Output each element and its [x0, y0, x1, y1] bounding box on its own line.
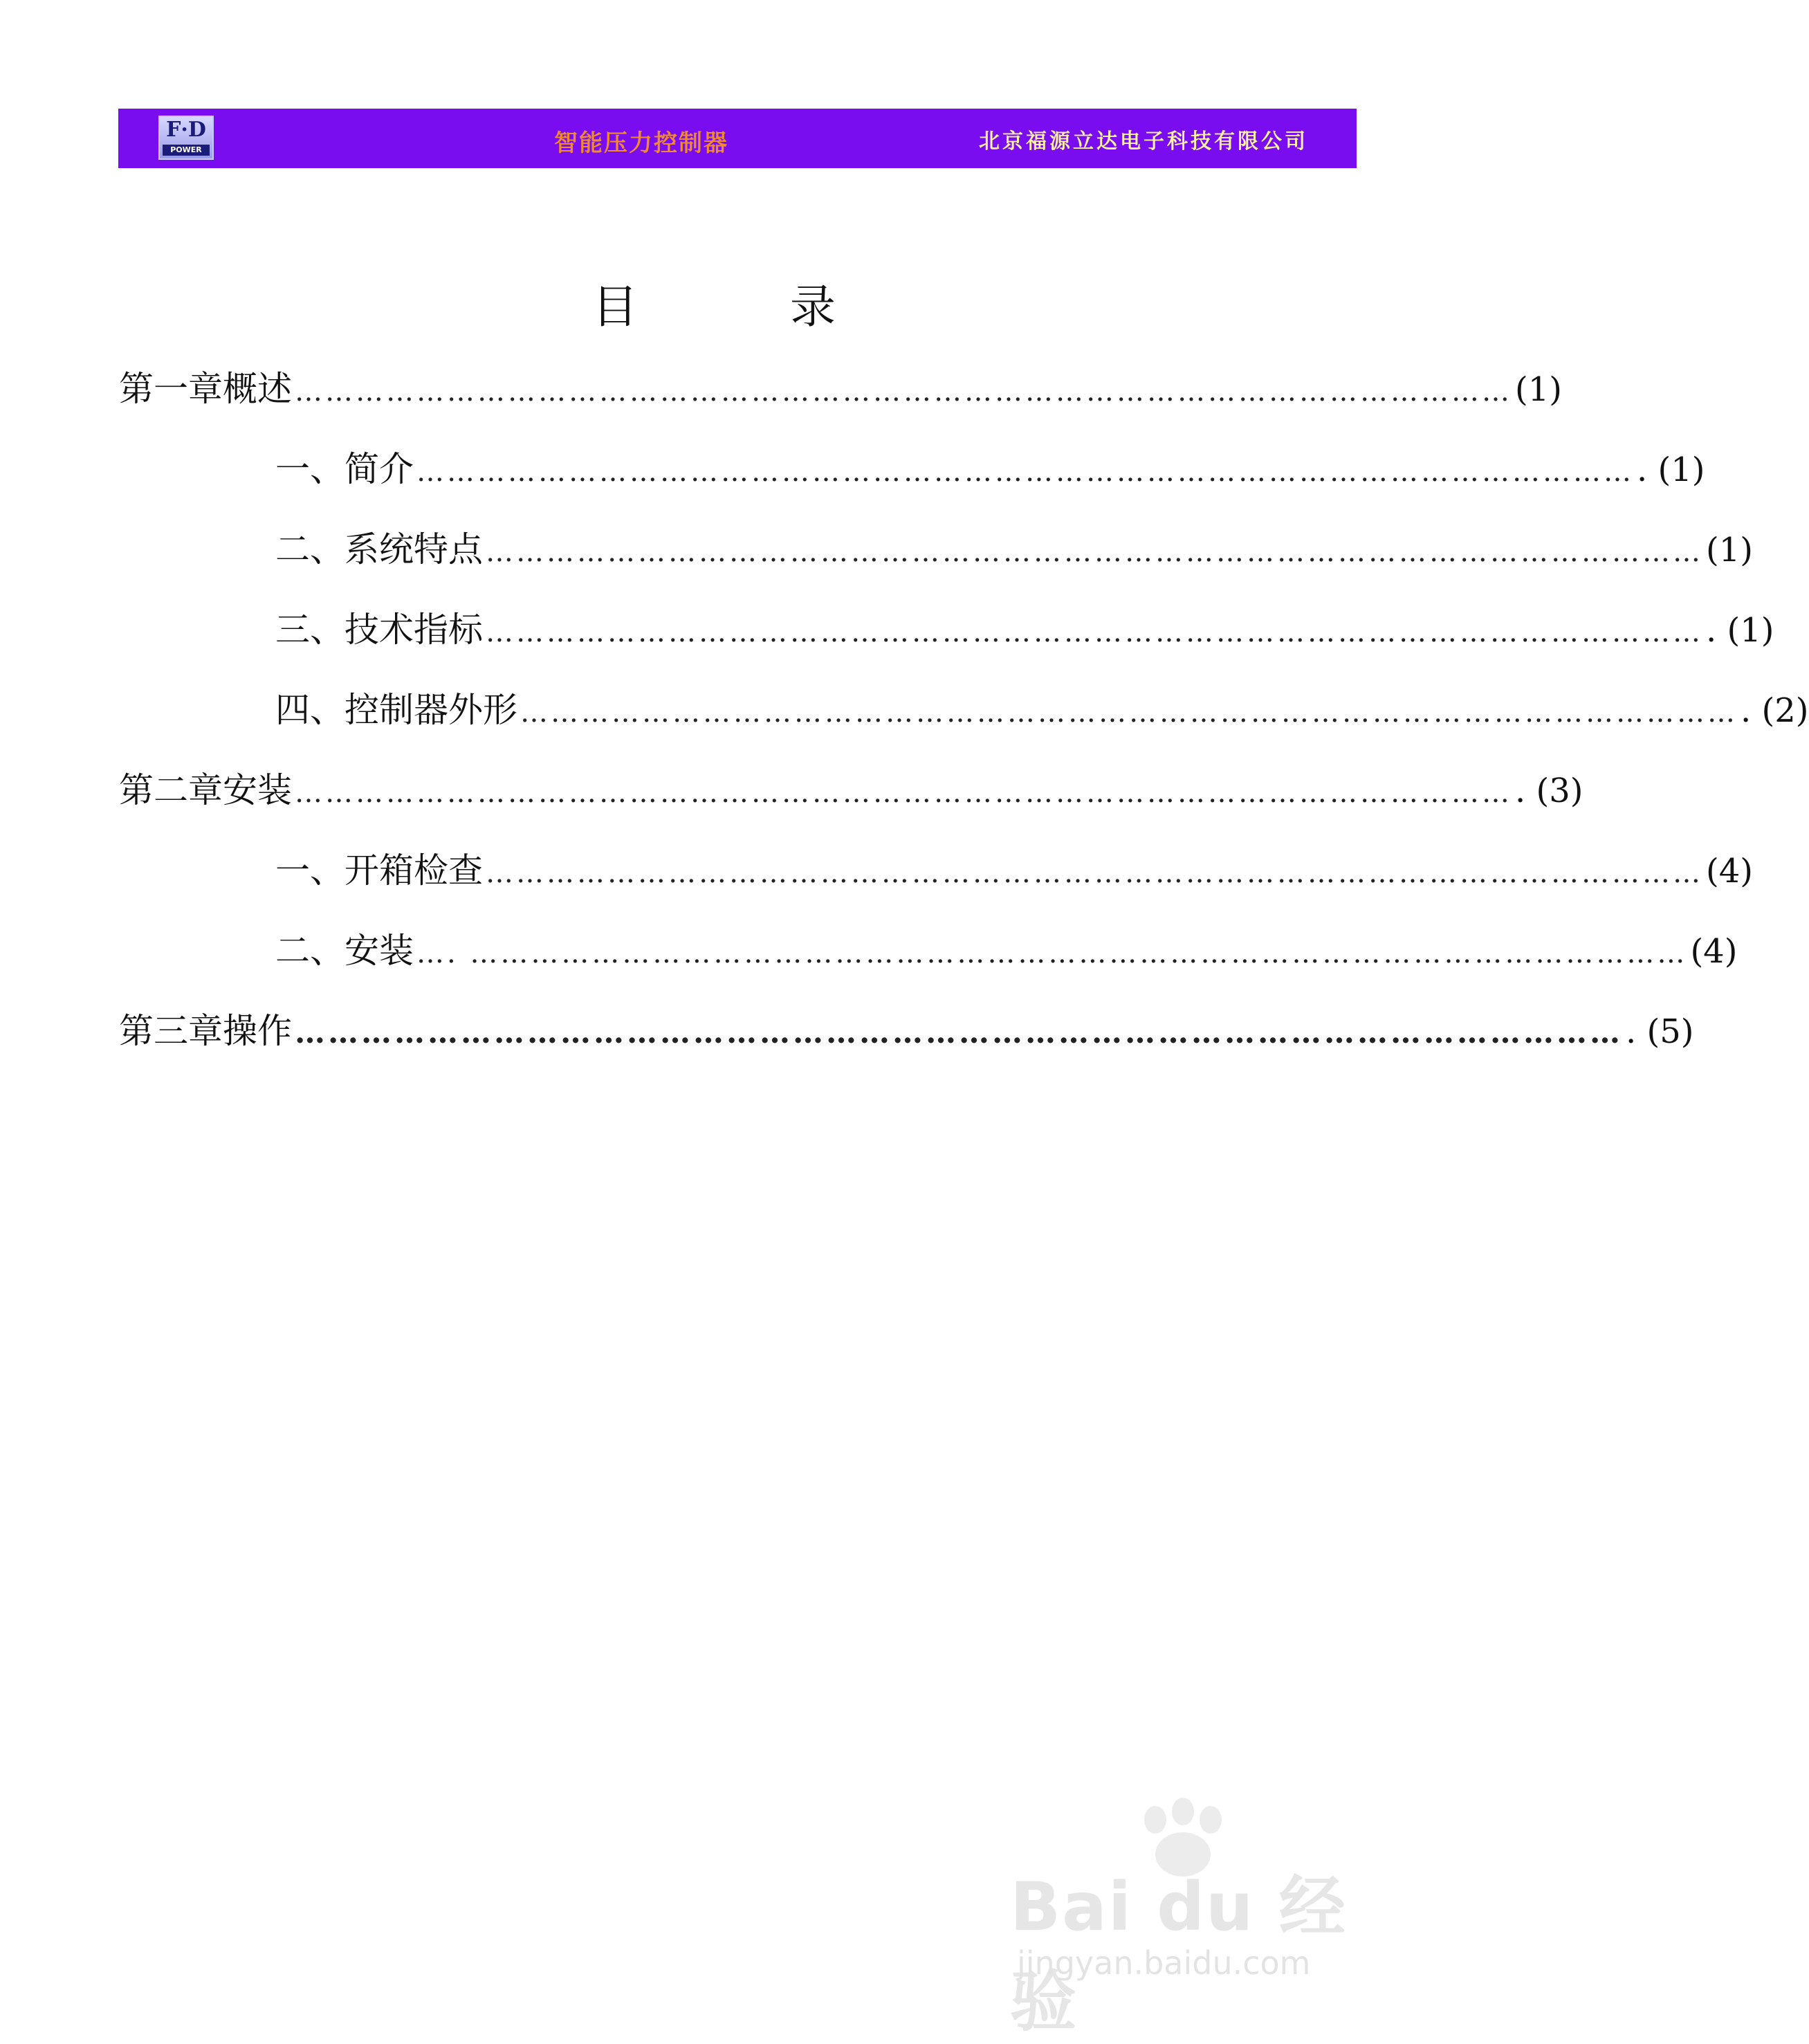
dot-leader: ………………………………………………………………………………………………………… — [520, 697, 1738, 729]
toc-entry-section[interactable] — [275, 923, 1738, 978]
page-number: (4) — [1690, 932, 1738, 971]
entry-text: 三、技术指标 — [275, 610, 483, 650]
toc-entry-section[interactable] — [275, 522, 1753, 577]
dot-leader: ………………………………………………………………………………………………………… — [295, 376, 1512, 408]
baidu-watermark — [1010, 1799, 1397, 2041]
toc-entry-chapter-2[interactable] — [119, 763, 1583, 818]
logo-subtext: POWER — [163, 145, 210, 156]
toc-entry-section[interactable] — [275, 441, 1705, 497]
toc-entry-section[interactable] — [275, 602, 1774, 657]
toc-title-right: 录 — [790, 280, 836, 334]
dot-leader: ………………………………………………………………………………………………………… — [416, 456, 1634, 488]
dot-leader: ………………………………………………………………………………………………………… — [486, 617, 1703, 648]
header-title: 智能压力控制器 — [554, 129, 728, 157]
dot-leader: ………………………………………………………………………………………………………… — [295, 777, 1512, 809]
page-number: (1) — [1706, 531, 1753, 569]
page-number: . (2) — [1741, 691, 1809, 730]
page-number: . (3) — [1515, 772, 1583, 810]
chapter-label: 第三章 — [119, 1011, 223, 1051]
entry-text: 一、开箱检查 — [275, 850, 483, 891]
header-company-name: 北京福源立达电子科技有限公司 — [979, 129, 1308, 154]
watermark-url: jingyan.baidu.com — [1017, 1944, 1311, 1982]
toc-title-left: 目 — [592, 280, 638, 334]
page-number: . (1) — [1637, 450, 1705, 489]
entry-text: 安装 — [223, 770, 292, 810]
page-number: (4) — [1706, 852, 1753, 891]
watermark-brand: Bai du 经验 — [1010, 1868, 1347, 2041]
entry-text: 操作 — [223, 1011, 292, 1051]
toc-entry-section[interactable] — [275, 843, 1753, 898]
entry-text: 二、系统特点 — [275, 529, 483, 569]
dot-leader: …. ………………………………………………………………………………………………………… — [416, 938, 1688, 969]
chapter-label: 第二章 — [119, 770, 223, 810]
page-number: (1) — [1515, 370, 1562, 409]
entry-text: 一、简介 — [275, 449, 414, 489]
entry-text: 四、控制器外形 — [275, 690, 517, 730]
toc-entry-chapter-3[interactable] — [119, 1003, 1694, 1059]
toc-entry-section[interactable] — [275, 682, 1809, 738]
toc-entry-chapter-1[interactable] — [119, 361, 1562, 417]
dot-leader: ………………………………………………………………………………………………………… — [295, 1015, 1623, 1050]
page-number: . (1) — [1706, 611, 1774, 650]
chapter-label: 第一章 — [119, 369, 223, 409]
dot-leader: ………………………………………………………………………………………………………… — [486, 857, 1703, 889]
page-number: . (5) — [1626, 1012, 1694, 1051]
entry-text: 概述 — [223, 369, 292, 409]
dot-leader: ………………………………………………………………………………………………………… — [486, 536, 1703, 568]
entry-text: 二、安装 — [275, 931, 414, 971]
logo-text: F·D — [166, 118, 206, 142]
